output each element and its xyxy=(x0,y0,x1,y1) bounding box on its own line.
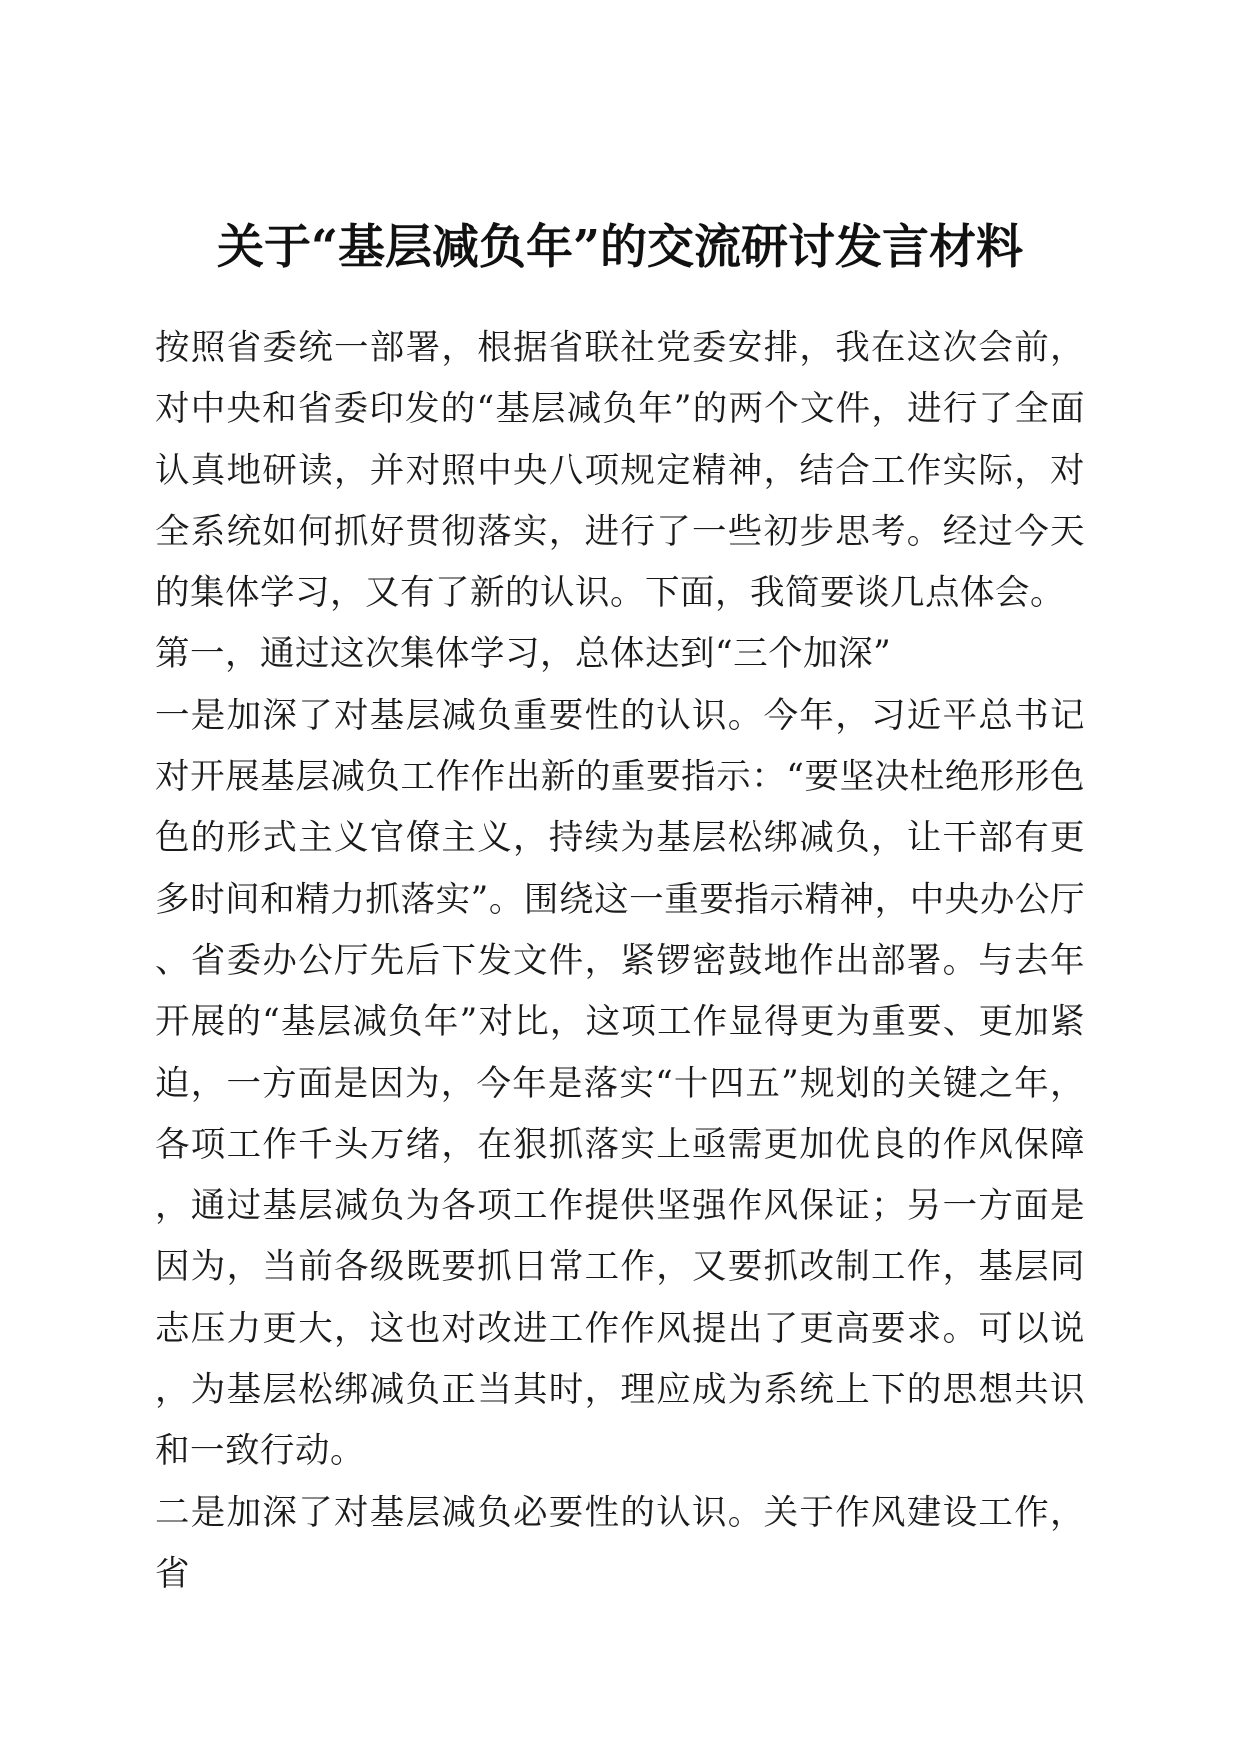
paragraph-point-one: 一是加深了对基层减负重要性的认识。今年，习近平总书记对开展基层减负工作作出新的重要指示：“要坚决杜绝形形色色的形式主义官僚主义，持续为基层松绑减负，让干部有更多时间和精力抓落实”。围绕这一重要指示精神，中央办公厅、省委办公厅先后下发文件，紧锣密鼓地作出部署。与去年开展的“基层减负年”对比，这项工作显得更为重要、更加紧迫，一方面是因为，今年是落实“十四五”规划的关键之年，各项工作千头万绪，在狠抓落实上亟需更加优良的作风保障，通过基层减负为各项工作提供坚强作风保证；另一方面是因为，当前各级既要抓日常工作，又要抓改制工作，基层同志压力更大，这也对改进工作作风提出了更高要求。可以说，为基层松绑减负正当其时，理应成为系统上下的思想共识和一致行动。 xyxy=(155,695,1085,1472)
paragraph-point-two: 二是加深了对基层减负必要性的认识。关于作风建设工作，省 xyxy=(155,1492,1085,1594)
document-body xyxy=(155,318,1085,1605)
document-title: 关于“基层减负年”的交流研讨发言材料 xyxy=(216,220,1024,275)
paragraph-intro: 按照省委统一部署，根据省联社党委安排，我在这次会前，对中央和省委印发的“基层减负年”的两个文件，进行了全面认真地研读，并对照中央八项规定精神，结合工作实际，对全系统如何抓好贯彻落实，进行了一些初步思考。经过今天的集体学习，又有了新的认识。下面，我简要谈几点体会。 xyxy=(155,328,1085,614)
paragraph-section-heading: 第一，通过这次集体学习，总体达到“三个加深” xyxy=(155,634,892,675)
